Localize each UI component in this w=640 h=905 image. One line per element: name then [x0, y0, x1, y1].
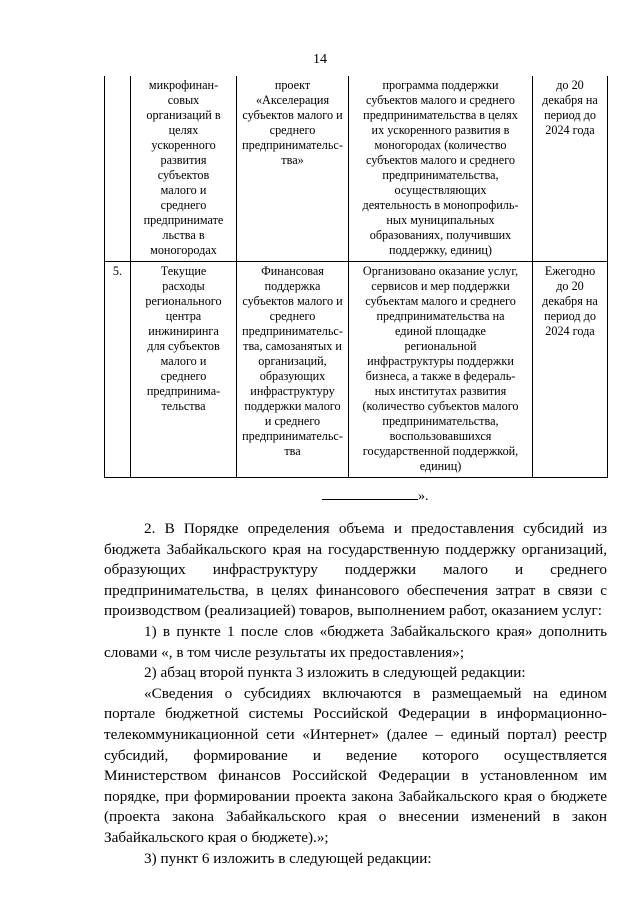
table-end-marker [322, 487, 429, 505]
paragraph: 1) в пункте 1 после слов «бюджета Забайкальского края» дополнить словами «, в том числе результаты их предоставления»; [104, 622, 607, 661]
deadline-cell: Ежегодно до 20 декабря на период до 2024 года [533, 262, 608, 478]
row-number-cell [105, 76, 131, 262]
signature-line [322, 487, 418, 500]
paragraph: 3) пункт 6 изложить в следующей редакции: [144, 849, 432, 867]
paragraph: 2) абзац второй пункта 3 изложить в следующей редакции: [144, 664, 526, 682]
row-number-cell: 5. [105, 262, 131, 478]
expense-name-cell: Текущие расходы регионального центра инжиниринга для субъектов малого и среднего предпринима- тельства [131, 262, 237, 478]
result-cell: Организовано оказание услуг, сервисов и мер поддержки субъектам малого и среднего предпринимательства на единой площадке региональной инфраструктуры поддержки бизнеса, а также в федераль- ных институтах развития (количество субъектов малого предпринимательства, воспользовавшихся государственной поддержкой, единиц) [349, 262, 533, 478]
page-number: 14 [313, 52, 327, 67]
closing-quote: ». [418, 489, 429, 504]
document-body [104, 519, 607, 869]
project-cell: Финансовая поддержка субъектов малого и среднего предпринимательс- тва, самозанятых и организаций, образующих инфраструктуру поддержки малого и среднего предпринимательс- тва [237, 262, 349, 478]
paragraph: «Сведения о субсидиях включаются в размещаемый на едином портале бюджетной системы Российской Федерации в информационно-телекоммуникационной сети «Интернет» (далее – единый портал) реестр субсидий, формирование и ведение которого осуществляется Министерством финансов Российской Федерации в установленном им порядке, при формировании проекта закона Забайкальского края о бюджете (проекта закона Забайкальского края о внесении изменений в закон Забайкальского края о бюджете).»; [104, 684, 607, 846]
expense-name-cell: микрофинан- совых организаций в целях ускоренного развития субъектов малого и среднего предпринимате льства в моногородах [131, 76, 237, 262]
table-row [105, 76, 608, 262]
paragraph: 2. В Порядке определения объема и предоставления субсидий из бюджета Забайкальского края на государственную поддержку организаций, образующих инфраструктуру поддержки малого и среднего предпринимательства, в целях финансового обеспечения затрат в связи с производством (реализацией) товаров, выполнением работ, оказанием услуг: [104, 520, 607, 620]
result-cell: программа поддержки субъектов малого и среднего предпринимательства в целях их ускоренного развития в моногородах (количество субъектов малого и среднего предпринимательства, осуществляющих деятельность в монопрофиль- ных муниципальных образованиях, получивших поддержку, единиц) [349, 76, 533, 262]
project-cell: проект «Акселерация субъектов малого и среднего предпринимательс- тва» [237, 76, 349, 262]
deadline-cell: до 20 декабря на период до 2024 года [533, 76, 608, 262]
table-row [105, 262, 608, 478]
program-table [104, 76, 608, 478]
